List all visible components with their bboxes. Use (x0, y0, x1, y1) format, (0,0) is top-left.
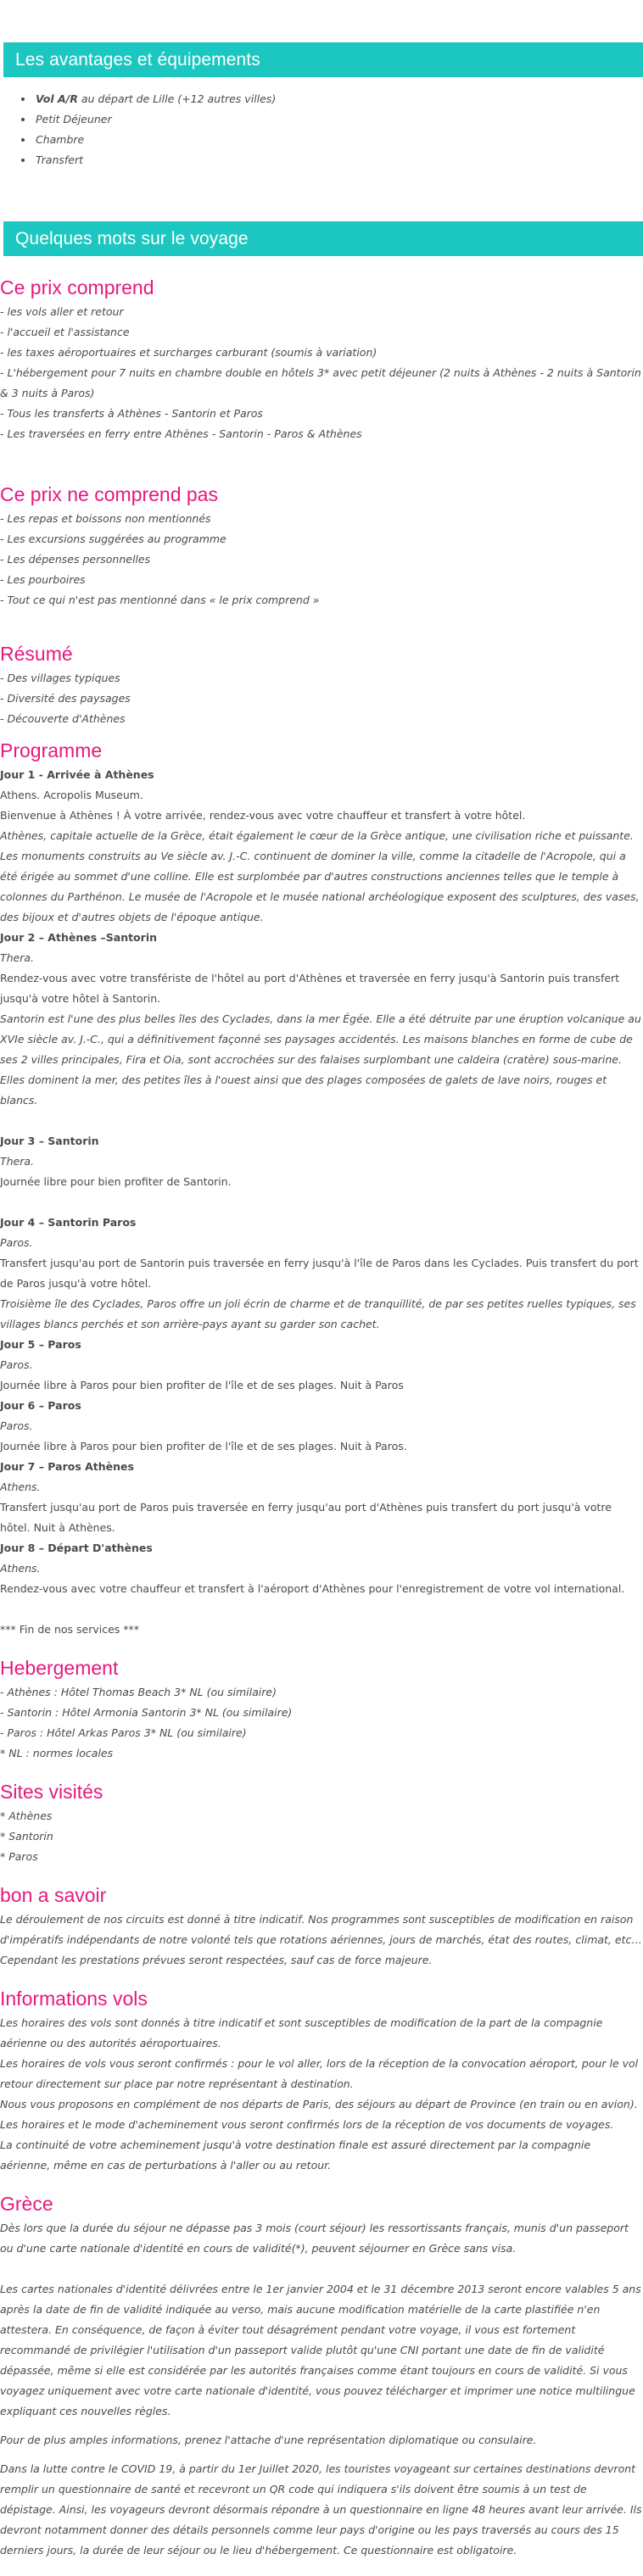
avantage-item (34, 150, 643, 170)
spacer (0, 2259, 643, 2279)
programme-text: Athens. (0, 1480, 41, 1493)
programme-day-title: Jour 3 – Santorin (0, 1135, 99, 1147)
hebergement-list (0, 1682, 643, 1764)
programme-text: Thera. (0, 951, 35, 964)
programme-text: Paros. (0, 1358, 33, 1371)
prix-comprend-line: - L'hébergement pour 7 nuits en chambre double en hôtels 3* avec petit déjeuner (2 nuits à Athènes - 2 nuits à Santorin & 3 nuits à Paros) (0, 366, 641, 399)
resume-list (0, 668, 643, 729)
resume-line: - Des villages typiques (0, 672, 120, 684)
programme-text: Athens. Acropolis Museum. (0, 789, 143, 801)
hebergement-section (0, 1655, 643, 1764)
programme-text: Rendez-vous avec votre transfériste de l'hôtel au port d'Athènes et traversée en ferry jusqu'à Santorin puis transfert jusqu'à votre hôtel à Santorin. (0, 972, 620, 1005)
spacer (0, 1192, 643, 1213)
programme-day-title: Jour 5 – Paros (0, 1338, 81, 1351)
prix-comprend-line: - Tous les transferts à Athènes - Santorin et Paros (0, 407, 263, 420)
grece-paragraph: Dans la lutte contre le COVID 19, à partir du 1er Juillet 2020, les touristes voyageant sur certaines destinations devront remplir un questionnaire de santé et recevront un QR code qui indiquera s'ils doivent être soumis à un test de dépistage. Ainsi, les voyageurs devront désormais répondre à un questionnaire en ligne 48 heures avant leur arrivée. Ils devront notamment donner des détails personnels comme leur pays d'origine ou les pays traversés au cours des 15 derniers jours, la durée de leur séjour ou le lieu d'hébergement. Ce questionnaire est obligatoire. (0, 2462, 642, 2556)
hebergement-heading: Hebergement (0, 1657, 119, 1679)
avantage-item-text: Chambre (36, 133, 85, 146)
programme-day-title: Jour 4 – Santorin Paros (0, 1216, 137, 1229)
programme-text: Journée libre à Paros pour bien profiter de l'île et de ses plages. Nuit à Paros. (0, 1440, 407, 1452)
resume-heading: Résumé (0, 643, 73, 665)
avantage-item-text: au départ de Lille (+12 autres villes) (77, 92, 277, 105)
avantage-item (34, 130, 643, 150)
programme-text: Thera. (0, 1155, 35, 1168)
prix-ne-comprend-line: - Les repas et boissons non mentionnés (0, 512, 211, 525)
programme-text: Journée libre à Paros pour bien profiter de l'île et de ses plages. Nuit à Paros (0, 1379, 404, 1391)
programme-body (0, 765, 643, 1640)
hebergement-line: - Santorin : Hôtel Armonia Santorin 3* NL (ou similaire) (0, 1706, 293, 1719)
spacer (0, 2422, 643, 2430)
vols-line: La continuité de votre acheminement jusqu'à votre destination finale est assuré directement par la compagnie aérienne, même en cas de perturbations à l'aller ou au retour. (0, 2138, 591, 2172)
programme-text: Transfert jusqu'au port de Santorin puis traversée en ferry jusqu'à l'île de Paros dans les Cyclades. Puis transfert du port de Paros jusqu'à votre hôtel. (0, 1257, 639, 1290)
bon-savoir-text (0, 1910, 643, 1971)
grece-section (0, 2191, 643, 2561)
programme-day-title: Jour 7 – Paros Athènes (0, 1460, 134, 1473)
site-line: * Santorin (0, 1830, 53, 1843)
prix-ne-comprend-line: - Les dépenses personnelles (0, 553, 151, 566)
programme-day-title: Jour 1 - Arrivée à Athènes (0, 768, 154, 781)
vols-heading: Informations vols (0, 1988, 148, 2010)
grece-paragraph: Dès lors que la durée du séjour ne dépasse pas 3 mois (court séjour) les ressortissants français, munis d'un passeport ou d'une carte nationale d'identité en cours de validité(*), peuvent séjourner en Grèce sans visa. (0, 2222, 629, 2255)
avantage-item (34, 89, 643, 109)
prix-comprend-heading: Ce prix comprend (0, 276, 154, 298)
prix-ne-comprend-line: - Tout ce qui n'est pas mentionné dans « le prix comprend » (0, 594, 320, 606)
programme-text: Bienvenue à Athènes ! À votre arrivée, rendez-vous avec votre chauffeur et transfert à votre hôtel. (0, 809, 526, 822)
vols-line: Nous vous proposons en complément de nos départs de Paris, des séjours au départ de Province (en train ou en avion). (0, 2098, 638, 2110)
prix-comprend-line: - Les traversées en ferry entre Athènes - Santorin - Paros & Athènes (0, 427, 362, 440)
programme-text: Santorin est l'une des plus belles îles des Cyclades, dans la mer Égée. Elle a été détruite par une éruption volcanique au XVIe siècle av. J.-C., qui a définitivement façonné ses paysages accidentés. Les maisons blanches en forme de cube de ses 2 villes principales, Fira et Oia, sont accrochées sur des falaises surplombant une caldeira (cratère) sous-marine. Elles dominent la mer, des petites îles à l'ouest ainsi que des plages composées de galets de lave noirs, rouges et blancs. (0, 1012, 641, 1107)
section-band-voyage (3, 221, 643, 256)
programme-text: Athènes, capitale actuelle de la Grèce, était également le cœur de la Grèce antique, une civilisation riche et puissante. Les monuments construits au Ve siècle av. J.-C. continuent de dominer la ville, comme la citadelle de l'Acropole, qui a été érigée au sommet d'une colline. Elle est surplombée par d'autres constructions anciennes telles que le temple à colonnes du Parthénon. Le musée de l'Acropole et le musée national archéologique exposent des sculptures, des vases, des bijoux et d'autres objets de l'époque antique. (0, 829, 640, 923)
vols-text (0, 2013, 643, 2176)
programme-text: Troisième île des Cyclades, Paros offre un joli écrin de charme et de tranquillité, de par ses petites ruelles typiques, ses villages blancs perchés et son arrière-pays ayant su garder son cachet. (0, 1297, 636, 1330)
programme-text: Paros. (0, 1236, 33, 1249)
prix-ne-comprend-heading: Ce prix ne comprend pas (0, 483, 218, 505)
section-band-avantages (3, 42, 643, 77)
hebergement-line: * NL : normes locales (0, 1747, 114, 1759)
site-line: * Athènes (0, 1809, 53, 1822)
prix-comprend-section (0, 275, 643, 444)
programme-day-title: Jour 8 – Départ D'athènes (0, 1542, 153, 1554)
avantage-item-text: Petit Déjeuner (36, 113, 112, 125)
avantage-item-text: Transfert (36, 153, 84, 166)
prix-ne-comprend-section (0, 482, 643, 611)
prix-comprend-line: - l'accueil et l'assistance (0, 326, 130, 338)
programme-day-title: Jour 6 – Paros (0, 1399, 81, 1412)
hebergement-line: - Paros : Hôtel Arkas Paros 3* NL (ou similaire) (0, 1726, 247, 1739)
section-title: Quelques mots sur le voyage (15, 229, 249, 248)
programme-section (0, 738, 643, 1640)
sites-section (0, 1779, 643, 1867)
resume-section (0, 641, 643, 729)
grece-paragraph: Pour de plus amples informations, prenez l'attache d'une représentation diplomatique ou consulaire. (0, 2434, 537, 2446)
prix-comprend-line: - les vols aller et retour (0, 305, 124, 318)
programme-text: *** Fin de nos services *** (0, 1623, 140, 1636)
vols-line: Les horaires des vols sont donnés à titre indicatif et sont susceptibles de modification de la part de la compagnie aérienne ou des autorités aéroportuaires. (0, 2016, 603, 2049)
programme-text: Athens. (0, 1562, 41, 1575)
grece-text (0, 2218, 643, 2561)
bon-savoir-heading: bon a savoir (0, 1884, 107, 1906)
grece-heading: Grèce (0, 2193, 53, 2215)
programme-day-title: Jour 2 – Athènes –Santorin (0, 931, 157, 944)
avantage-item-bold: Vol A/R (36, 92, 78, 105)
prix-ne-comprend-line: - Les pourboires (0, 573, 86, 586)
bon-savoir-section (0, 1882, 643, 1971)
prix-ne-comprend-list (0, 509, 643, 611)
spacer (0, 1111, 643, 1131)
spacer (0, 1599, 643, 1620)
programme-text: Rendez-vous avec votre chauffeur et transfert à l'aéroport d'Athènes pour l'enregistrement de votre vol international. (0, 1582, 625, 1595)
spacer (0, 2451, 643, 2459)
vols-line: Les horaires et le mode d'acheminement vous seront confirmés lors de la réception de vos documents de voyages. (0, 2118, 614, 2131)
programme-text: Transfert jusqu'au port de Paros puis traversée en ferry jusqu'au port d'Athènes puis transfert du port jusqu'à votre hôtel. Nuit à Athènes. (0, 1501, 612, 1534)
avantages-list (0, 89, 643, 170)
resume-line: - Découverte d'Athènes (0, 712, 126, 725)
prix-comprend-list (0, 302, 643, 444)
site-line: * Paros (0, 1850, 38, 1863)
section-title: Les avantages et équipements (15, 50, 260, 70)
sites-heading: Sites visités (0, 1781, 103, 1803)
programme-text: Journée libre pour bien profiter de Santorin. (0, 1175, 232, 1188)
resume-line: - Diversité des paysages (0, 692, 131, 705)
programme-heading: Programme (0, 739, 103, 761)
bon-savoir-line: Le déroulement de nos circuits est donné à titre indicatif. Nos programmes sont susceptibles de modification en raison d'impératifs indépendants de notre volonté tels que rotations aériennes, jours de marchés, état des routes, climat, etc… Cependant les prestations prévues seront respectées, sauf cas de force majeure. (0, 1913, 642, 1966)
vols-section (0, 1986, 643, 2176)
hebergement-line: - Athènes : Hôtel Thomas Beach 3* NL (ou similaire) (0, 1686, 277, 1698)
sites-list (0, 1806, 643, 1867)
prix-comprend-line: - les taxes aéroportuaires et surcharges carburant (soumis à variation) (0, 346, 377, 359)
grece-paragraph: Les cartes nationales d'identité délivrées entre le 1er janvier 2004 et le 31 décembre 2013 seront encore valables 5 ans après la date de fin de validité indiquée au verso, mais aucune modification matérielle de la carte plastifiée n'en attestera. En conséquence, de façon à éviter tout désagrément pendant votre voyage, il vous est fortement recommandé de privilégier l'utilisation d'un passeport valide plutôt qu'une CNI portant une date de fin de validité dépassée, même si elle est considérée par les autorités françaises comme étant toujours en cours de validité. Si vous voyagez uniquement avec votre carte nationale d'identité, vous pouvez télécharger et imprimer une notice multilingue expliquant ces nouvelles règles. (0, 2283, 641, 2417)
programme-text: Paros. (0, 1419, 33, 1432)
prix-ne-comprend-line: - Les excursions suggérées au programme (0, 532, 226, 545)
avantage-item (34, 109, 643, 130)
vols-line: Les horaires de vols vous seront confirmés : pour le vol aller, lors de la réception de la convocation aéroport, pour le vol retour directement sur place par notre représentant à destination. (0, 2057, 639, 2090)
